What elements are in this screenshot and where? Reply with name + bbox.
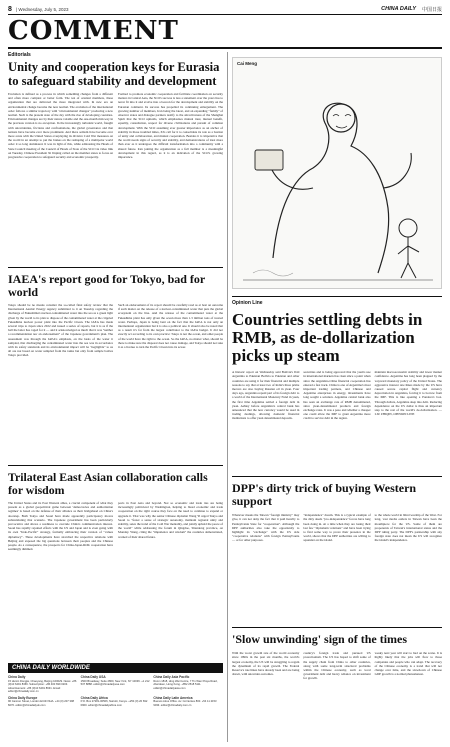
editorials-column [8,52,223,621]
editorial2-headline: IAEA's report good for Tokyo, bad for world [8,272,206,299]
editorial3-body-col1: The United States and its East Western allies, a crucial component of what they present as a global geopolitical game between 'democracies and authoritarian regimes' is based on the defense of their alliance as their bridgehead on China's doorstep. Both Tokyo and Seoul have made apparently participatory moves substantiating that scenario. The Japanese government has been particularly provocative and shows a readiness to overrule China's communication interest. Seoul has rapidly rejoined efforts with the US and Japan and is even going with its own "Indo-Pacific" strategy, formally embracing their version of "values diplomacy". These developments have stretched the respective relations with Beijing and exposed the big questions between their peoples and the Chinese people. As a consequence, the prospects for China-Japan-ROK cooperation have seemingly dimmed. [8,501,113,552]
op2-headline: DPP's dirty trick of buying Western support [232,481,417,509]
op3-headline: 'Slow unwinding' sign of the times [232,632,408,647]
footer-office-name: China Daily USA [80,675,106,679]
editorials-kicker: Editorials [8,52,31,58]
china-daily-logo: CHINA DAILY [381,6,416,12]
op3-body-col1: With the worst growth rate of the world economy since 1990s in the past six months, the world's largest economy, the US will be struggling to regain the dynamism of its rapid growth. The Federal Reserve's rate hikes have already been and are being drawn, with uncertain outcomes. [232,651,300,677]
header-date: | Wednesday, July 5, 2023 [16,7,69,12]
op2-body-col2: "independence" dream. This is a typical example of the dirty deeds "pro-independence" forces have long been doing in. At a time when they are losing their last few "diplomatic relations" and have been trying to find some way to prove their presence in the world, shows that the DPP authorities are willing to squander on the island. [303,513,371,543]
opinion-body-col2: securities and is being approved that the yuan's use in international markets has risen since a point when since the Argentina-China financial cooperation has entered a fast track. China is one of Argentina's most important trading partners, and Chinese and Argentine enterprises in energy, investments have long sought a solution. Argentina central bank also has seen an exchange rate of RMB denominated, since yuan-denominated products and foreign exchange rates. It was a peso and whether a cheaper one could allow the IMF to grant Argentina more credit to service debt in the region. [303,370,371,421]
editorial-cartoon [232,57,442,289]
footer-office-name: China Daily [8,675,26,679]
opinion-body-col3: maintain macroeconomic stability and lower market confidence. Argentina has long been plagued by the wayward monetary policy of the United States. The aggressive interest rate hikes made by the US have caused severe capital flight and currency depreciation in Argentina, forcing it to borrow from the IMF. This is like opening a Pandora's box. Through dollars, Argentina deep into debt. Reducing dependence on the US dollar is thus an important step to the rest of the world's de-dollarization. — LIU ZHIQIN, OPINION LINE [374,370,442,417]
editorial1-body-col1: Evolution is defined as a process in which something changes from a different and often more complex or better form. The ten of oriental members, these organization that are delivered the more integrated with. In new era an environmental change become the new normal. The evolution of the international order follows a similar trajectory with "environmental changes" producing a new normal. Such is the present state of the day with the rise of developing countries. Environmental changes are by their nature volatile and the one-month mid-way in the previous version is no exception. In the increasingly turbulent world, fraught with uncertainties, frictions and confrontations, the global governance and that nations have become ever more prominent. And there seldom have become ever more acute with the United States overplaying its divisive Cold War measures on the world in an attempt to put the brakes on the reshaping of a multipolar world order it so long dominated. It was in light of this, while addressing the Heads of State Council meeting of the Council of Heads of State of the SCO via video link on Tuesday, Chinese President Xi Jinping called on the member states to focus on progressive cooperation to safeguard security and economic prosperity. [8,92,113,160]
footer-office [8,676,78,694]
editorial1-headline: Unity and cooperation keys for Eurasia to safeguard stability and development [8,60,220,88]
footer-office-text: Buenos Aires Office. Av. Corrientes 800. +54 11 2153 9033. editor@chinadaily.com.cn [153,700,217,707]
op2-body-col1: Whatever means the Taiwan "foreign ministry" may give, it can not deny the fact that it paid heavily to Pennsylvania State for "cooperation". Although the DPP authorities also take the opportunity to highlight its "exchange" with the US side "cooperative relations" with foreign Pennsylvania — or for other purposes. [232,513,300,543]
cartoon-artist: Cai Meng [237,61,258,66]
column-divider [227,52,228,742]
footer-office-name: China Daily Asia Pacific [153,675,190,679]
editorial3-body-col2: ports in East Asia and beyond. Not so economic and trade ties are being increasingly politicized by Washington, helping to bleed economic and trade cooperation on the right course they face on the need to continue to expand or upgrade it. That was why the senior Chinese diplomat Wang Yi urged Tokyo and Seoul to "foster a sense of strategic autonomy, maintain regional unity and stability, seize the trend of the Cold War mentality, and jointly uphold the peace of the world" while addressing the forum in Qingdao, Shandong province, on Monday. Wang, citing the "impatience and wisdom" the countries demonstrated, warned of their shared future. [118,501,223,539]
footer-office [81,697,151,708]
editorial2-body-col2: Such an endorsement of its report should be carefully read as at best an outcome if such matter on the release of a nuclear-contaminated water that puts the global ecosystem on the line. And the release of the contaminated water at the Fukushima plant has only given the ocean more than 1.3 million tons of treated water. Perhaps, Japan is being bent on the fact that the IAEA is not only an international organization but it is also a political one. It should also be noted that as a result it's far from the largest contributor to the IAEA budget. It did not exactly act according to its own practice: Tokyo is not the ocean, and other people of the world have the right to the ocean. So the IAEA, no matter what, should be there to make sure the disposal does not cause damage, and Tokyo should not take it as a license to turn the Pacific Ocean into its sewer. [118,303,223,350]
editorial2-body-col1: Tokyo should be no means consider the so-called final safety review that the International Atomic Energy Agency submitted to it on Tuesday regarding the discharge of Fukushima's nuclear-contaminated water into the sea as a green light given by the world to its plan to dispose of the contaminated water at the crippled Fukushima nuclear power plant into the Pacific Ocean. The IAEA has made several trips to Japan since 2022 and issued a series of reports, but it is as if the ball the latter has caged for it — and it acknowledged as much that it was "neither a recommendation nor an endorsement" of the Japanese government's plan. The assessment was through the IAEA's emphasis, on the basis of the water it sampled, that discharging the contaminated water into the sea was in accordance with its safety standards and its environmental impact will be "negligible" to us all are not based on water sampled from the tanks but only from sample bottles Tokyo provided. [8,303,113,358]
cartoon-illustration [233,58,443,290]
editorial1-body-col2: Formed to promote economic cooperation and facilitate coordination on security matters in Central Asia, the SCO's success is less a statement over the years has to never fit into it and evolve into a beacon for the development and stability on the Eurasian continent. Its success has propelled its continuing enlargement. The growing number of members, Iran being the latest, and an expanding "family" of observer states and dialogue partners testify to the attractiveness of the Shanghai Spirit that the SCO upholds, which emphasizes mutual trust, mutual benefit, equality, consultation, respect for diverse civilizations and pursuit of common development. With the SCO assuming ever greater importance as an anchor of stability in those troubled times, Xi's call for it to consolidate its role as a bastion of unity and collaboration, and mutual cooperation. Besides it is imperative that the world needs signs of security and stability, and demonstrations of trust more than ever as it undergoes the difficult transformation into a community with a shared future. Iran joining the organization as a full member is a meaningful development in this regard, as it is an indication of the SCO's growing importance. [118,92,223,160]
footer-office-text: 15 Huixin Dongjie, Chaoyang, Beijing 100029. News: +86 (0)10 6491 8366. Subscription: +86 400 699 0203. Advertisement: +86 (0)10 6491 8631. Email: editor@chinadaily.com.cn [8,679,77,693]
footer-office [153,697,223,708]
footer-office-name: China Daily Africa [80,695,108,700]
section-title: COMMENT [8,16,179,46]
op2-body-col3: to the whole world in blind worship of the West. For long, vast media outlets in Taiwan have been the mouthpiece for the US. Some of them are proponents of Taiwan's international status and the DPP ruling party. The DPP's partnership with any foreign state does not mean the US will recognize the island's independence. [374,513,442,543]
footer-office [8,697,78,708]
footer-office-name: China Daily Europe [8,695,38,700]
footer-office-name: China Daily Latin America [153,695,193,700]
china-daily-logo-cn: 中国日报 [421,7,442,13]
op3-body-col2: country's foreign trade and pursued US protectionism. The US has hoped to shift some of the supply chain from China to other countries, along with some long-term structural problems within the Chinese economy, such as local government debt and heavy reliance on investment for growth. [303,651,371,681]
opinion-rule [232,296,442,297]
op3-body-col3: weaky next year will start to bud on the scene. It is highly likely that the jobs will flow to those companies and people who can adapt. The recovery of the Chinese economy is a trend that will not change over time, and the slowdown of Chinese GDP growth is a normal phenomenon. [374,651,442,677]
footer-office-text: 90 Cannon Street, London EC4N 6HA. +44 (0) 207 398 8270. editor@chinadailyuk.com [8,700,74,707]
footer-office [81,676,151,694]
header-rule [8,14,442,15]
footer-office-text: 1500 Broadway, Suite 2800, New York, NY 10036. +1 212 537 8888. editor@chinadailyusa.com [80,679,150,686]
footer-title: CHINA DAILY WORLDWIDE [8,663,223,673]
footer-office-text: P.O. Box 27281-00506, Nairobi, Kenya. +254 (0) 20 692 0900. editor@chinadailyafrica.com [80,700,148,707]
opinion-headline: Countries settling debts in RMB, as de-dollarization picks up steam [232,310,423,366]
opinion-kicker: Opinion Line [232,300,263,307]
page-number: 8 [8,6,12,13]
opinion-section [232,296,442,747]
section-rule [8,47,442,49]
footer-office-text: Room 1818, Hing Wai Centre, 7 Tin Wan Praya Road, Aberdeen, Hong Kong. +852 2518 5111. editor@chinadailyasia.com [153,679,218,690]
footer-worldwide [8,663,223,741]
opinion-body-col1: A historic report on Wednesday said Bolivia's Ibid Argentina to Pakistan Bolivia to Pakistan and other countries are using it for their financial and multiple reasons to say that at least two of India's three prime movers are also buying Russian oil in yuan. Four days ago, Argentina repaid part of its foreign debt to a world of the International Monetary Fund in yuan, the first time Argentina settled a foreign debt in yuan. Ashley before Argentina's central bank has announced that the new currency would be used in trading dealings, allowing domestic financial institutions to offer yuan denominated deposits. [232,370,300,421]
footer-office [153,676,223,694]
editorial3-headline: Trilateral East Asian collaboration calls for wisdom [8,470,208,497]
